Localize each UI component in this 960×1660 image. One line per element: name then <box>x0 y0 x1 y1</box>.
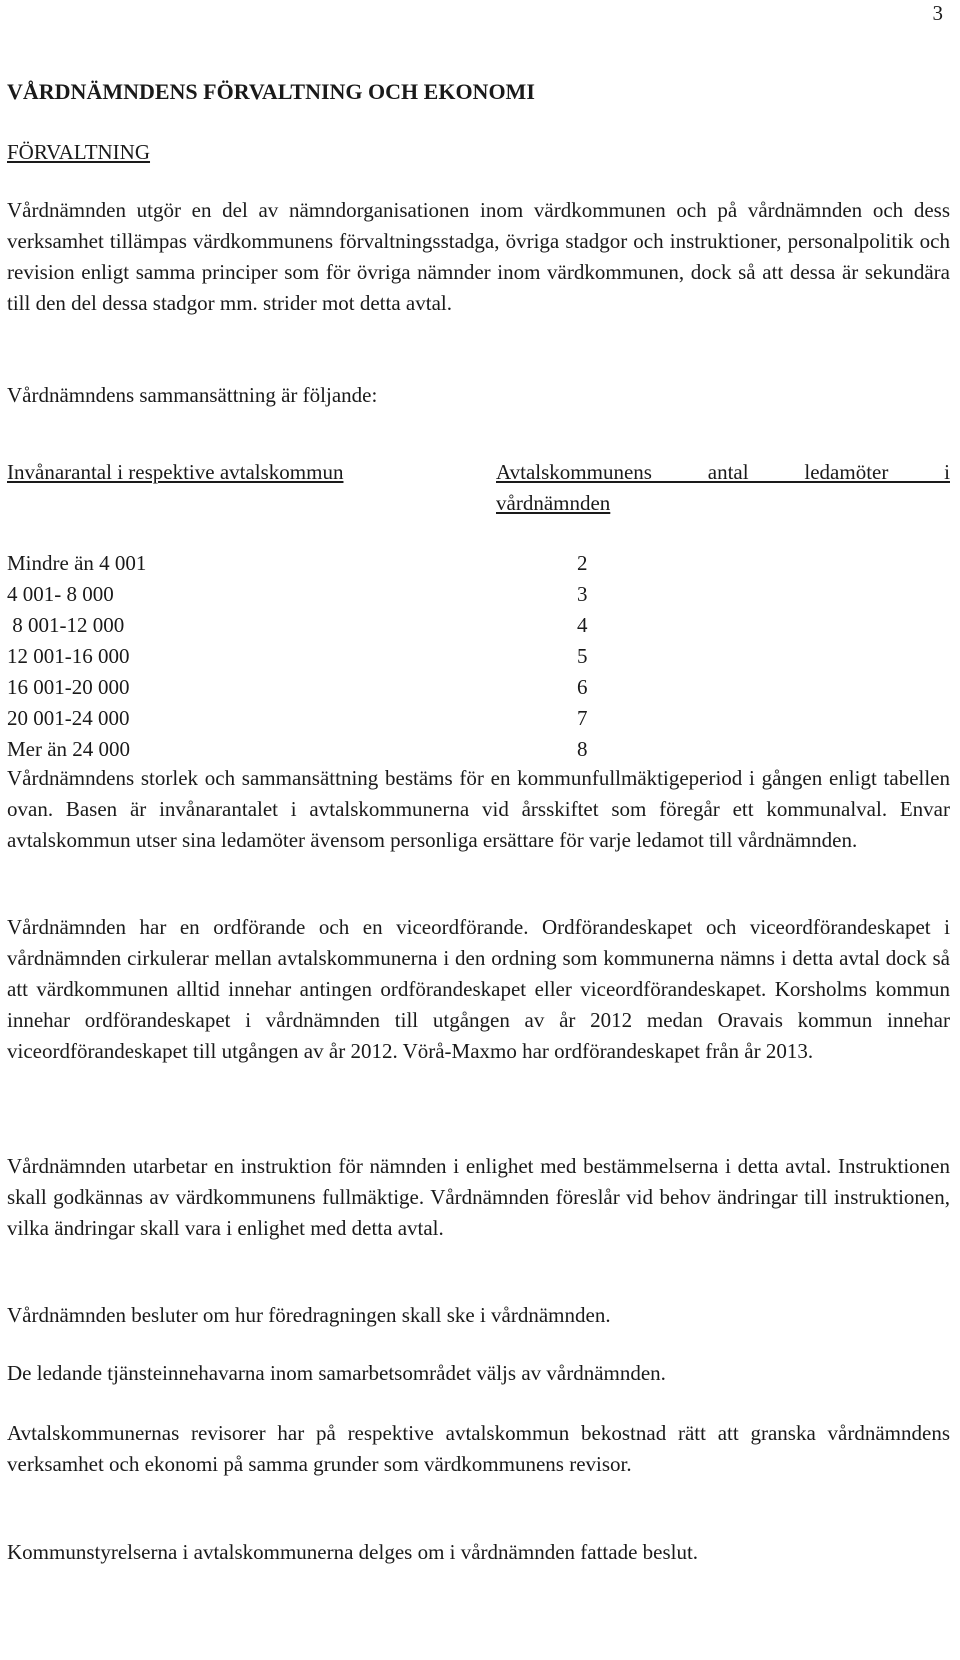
paragraph-intro: Vårdnämnden utgör en del av nämndorganisationen inom värdkommunen och på vårdnämnden och dess verksamhet tillämpas värdkommunens förvaltningsstadga, övriga stadgor och instruktioner, personalpolitik och revision enligt samma principer som för övriga nämnder inom värdkommunen, dock så att dessa är sekundära till den del dessa stadgor mm. strider mot detta avtal. <box>7 198 950 315</box>
member-count: 8 <box>577 737 588 761</box>
section-title: FÖRVALTNING <box>7 140 151 164</box>
table-header-members <box>496 457 950 488</box>
table-row <box>7 672 950 703</box>
member-count: 4 <box>577 613 588 637</box>
table-row <box>7 734 950 765</box>
population-range: 20 001-24 000 <box>7 706 130 730</box>
population-range: Mer än 24 000 <box>7 737 131 761</box>
population-range: 8 001-12 000 <box>7 613 125 637</box>
paragraph-chair: Vårdnämnden har en ordförande och en viceordförande. Ordförandeskapet och viceordförandeskapet i vårdnämnden cirkulerar mellan avtalskommunerna i den ordning som kommunerna nämns i detta avtal dock så att värdkommunen alltid innehar antingen ordförandeskapet eller viceordförandeskapet. Korsholms kommun innehar ordförandeskapet i vårdnämnden till utgången av år 2012 medan Oravais kommun innehar viceordförandeskapet till utgången av år 2012. Vörå-Maxmo har ordförandeskapet från år 2013. <box>7 915 950 1063</box>
paragraph-officials: De ledande tjänsteinnehavarna inom samarbetsområdet väljs av vårdnämnden. <box>7 1361 666 1385</box>
table-row <box>7 703 950 734</box>
population-range: Mindre än 4 001 <box>7 551 147 575</box>
member-count: 6 <box>577 675 588 699</box>
paragraph-presentation: Vårdnämnden besluter om hur föredragningen skall ske i vårdnämnden. <box>7 1303 611 1327</box>
paragraph-instruction: Vårdnämnden utarbetar en instruktion för nämnden i enlighet med bestämmelserna i detta avtal. Instruktionen skall godkännas av värdkommunens fullmäktige. Vårdnämnden föreslår vid behov ändringar till instruktionen, vilka ändringar skall vara i enlighet med detta avtal. <box>7 1154 950 1240</box>
table-header-members-line1: Avtalskommunens antal ledamöter i <box>496 460 950 484</box>
document-heading: VÅRDNÄMNDENS FÖRVALTNING OCH EKONOMI <box>7 79 535 104</box>
table-header-population: Invånarantal i respektive avtalskommun <box>7 460 344 484</box>
table-row <box>7 610 950 641</box>
paragraph-decisions: Kommunstyrelserna i avtalskommunerna delges om i vårdnämnden fattade beslut. <box>7 1540 699 1564</box>
population-range: 4 001- 8 000 <box>7 582 114 606</box>
table-row <box>7 641 950 672</box>
population-range: 16 001-20 000 <box>7 675 130 699</box>
paragraph-composition-intro: Vårdnämndens sammansättning är följande: <box>7 383 378 407</box>
population-range: 12 001-16 000 <box>7 644 130 668</box>
member-count: 3 <box>577 582 588 606</box>
table-row <box>7 579 950 610</box>
paragraph-size: Vårdnämndens storlek och sammansättning bestäms för en kommunfullmäktigeperiod i gången enligt tabellen ovan. Basen är invånarantalet i avtalskommunerna vid årsskiftet som föregår ett kommunalval. Envar avtalskommun utser sina ledamöter ävensom personliga ersättare för varje ledamot till vårdnämnden. <box>7 766 950 852</box>
composition-table <box>7 548 950 765</box>
paragraph-auditors: Avtalskommunernas revisorer har på respektive avtalskommun bekostnad rätt att granska vårdnämndens verksamhet och ekonomi på samma grunder som värdkommunens revisor. <box>7 1421 950 1476</box>
table-header-members-line2: vårdnämnden <box>496 491 611 515</box>
member-count: 2 <box>577 551 588 575</box>
table-row <box>7 548 950 579</box>
member-count: 7 <box>577 706 588 730</box>
page-number: 3 <box>932 1 943 25</box>
member-count: 5 <box>577 644 588 668</box>
